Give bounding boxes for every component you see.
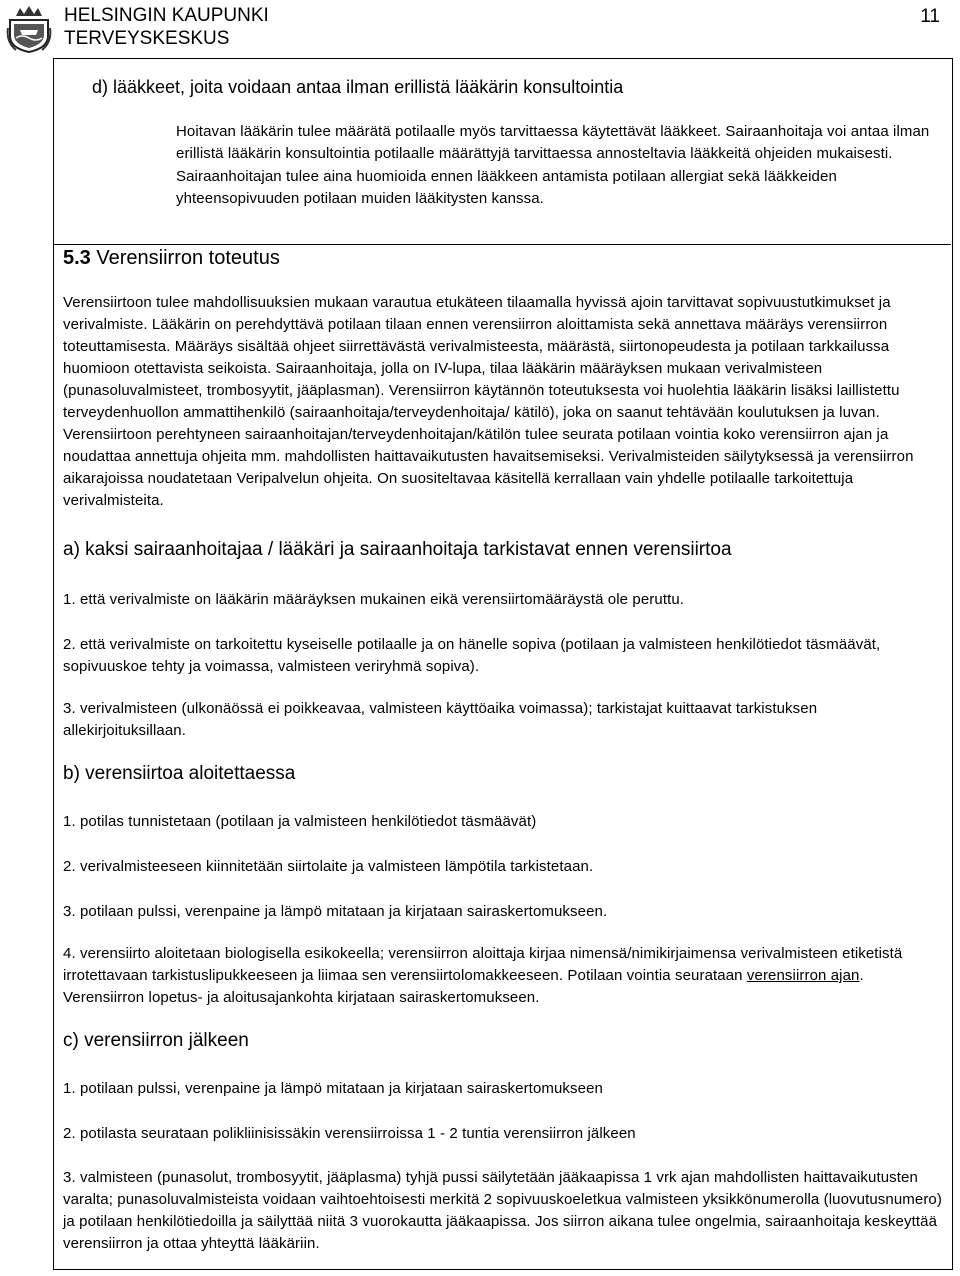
organization-name <box>64 4 269 50</box>
part-a-item-3: 3. verivalmisteen (ulkonäössä ei poikkeavaa, valmisteen käyttöaika voimassa); tarkistajat kuittaavat tarkistuksen allekirjoituksillaan. <box>63 700 818 739</box>
part-c-item-2: 2. potilasta seurataan polikliinisissäkin verensiirroissa 1 - 2 tuntia verensiirron jälkeen <box>63 1125 636 1142</box>
page-number: 11 <box>920 6 940 27</box>
part-c-item-1: 1. potilaan pulssi, verenpaine ja lämpö mitataan ja kirjataan sairaskertomukseen <box>63 1080 603 1097</box>
part-a-item-2: 2. että verivalmiste on tarkoitettu kyseiselle potilaalle ja on hänelle sopiva (potilaan ja valmisteen henkilötiedot täsmäävät, sopivuuskoe tehty ja voimassa, valmisteen veriryhmä sopiva). <box>63 636 881 675</box>
section-title <box>63 247 280 270</box>
part-b-item-4 <box>63 943 943 1009</box>
medication-paragraph-1: Hoitavan lääkärin tulee määrätä potilaalle myös tarvittaessa käytettävät lääkkeet. Sairaanhoitaja voi antaa ilman erillistä lääkärin konsultointia potilaalle määrättyjä tarvittaessa annosteltavia lääkkeitä ohjeiden mukaisesti. <box>176 123 930 162</box>
part-b-item-2: 2. verivalmisteeseen kiinnitetään siirtolaite ja valmisteen lämpötila tarkistetaan. <box>63 858 594 875</box>
city-crest-icon <box>6 2 52 54</box>
org-line-2: TERVEYSKESKUS <box>64 28 230 49</box>
page-header <box>0 0 960 56</box>
part-b-item-4-text: 4. verensiirto aloitetaan biologisella esikokeella; verensiirron aloittaja kirjaa nimensä/nimikirjaimensa verivalmisteen etiketistä irrotettavaan tarkistuslipukkeeseen ja liimaa sen verensiirtolomakkeeseen. Potilaan vointia seurataan <box>63 945 903 984</box>
section-intro-paragraph: Verensiirtoon tulee mahdollisuuksien mukaan varautua etukäteen tilaamalla hyvissä ajoin tarvittavat sopivuustutkimukset ja verivalmiste. Lääkärin on perehdyttävä potilaan tilaan ennen verensiirron aloittamista sekä annettava määräys verensiirron toteuttamisesta. Määräys sisältää ohjeet siirrettävästä verivalmisteesta, määrästä, siirtonopeudesta ja potilaan tarkkailussa huomioon otettavista seikoista. Sairaanhoitaja, jolla on IV-lupa, tilaa lääkärin määräyksen mukaan verivalmisteen (punasoluvalmisteet, trombosyytit, jääplasman). Verensiirron käytännön toteutuksesta voi huolehtia lääkärin lisäksi laillistettu terveydenhuollon ammattihenkilö (sairaanhoitaja/terveydenhoitaja/ kätilö), joka on saanut tehtävään koulutuksen ja luvan. Verensiirtoon perehtyneen sairaanhoitajan/terveydenhoitajan/kätilön tulee seurata potilaan vointia koko verensiirron ajan ja noudattaa annettuja ohjeita mm. mahdollisten haittavaikutusten havaitsemiseksi. Verivalmisteiden säilytyksessä ja verensiirron aikarajoissa noudatetaan Veripalvelun ohjeita. On suositeltavaa käsitellä kerrallaan vain yhdelle potilaalle tarkoitettuja verivalmisteita. <box>63 294 914 509</box>
part-a-heading: a) kaksi sairaanhoitajaa / lääkäri ja sairaanhoitaja tarkistavat ennen verensiirtoa <box>63 539 732 560</box>
content-frame <box>53 58 953 1270</box>
part-c-item-3: 3. valmisteen (punasolut, trombosyytit, jääplasma) tyhjä pussi säilytetään jääkaapissa 1 vrk ajan mahdollisten haittavaikutusten varalta; punasoluvalmisteista voidaan vaihtoehtoisesti merkitä 2 sopivuuskoeletkua valmisteen yksikkönumerolla (luovutusnumero) ja potilaan henkilötiedoilla ja säilyttää niitä 3 vuorokautta jääkaapissa. Jos siirron aikana tulee ongelmia, sairaanhoitaja keskeyttää verensiirron ja ottaa yhteyttä lääkäriin. <box>63 1169 942 1252</box>
part-c-heading: c) verensiirron jälkeen <box>63 1030 249 1051</box>
part-b-item-4-end: . Verensiirron lopetus- ja aloitusajankohta kirjataan sairaskertomukseen. <box>63 967 864 1006</box>
part-b-heading: b) verensiirtoa aloitettaessa <box>63 763 296 784</box>
subsection-d-heading: d) lääkkeet, joita voidaan antaa ilman erillistä lääkärin konsultointia <box>92 77 624 97</box>
org-line-1: HELSINGIN KAUPUNKI <box>64 5 269 26</box>
part-a-item-1: 1. että verivalmiste on lääkärin määräyksen mukainen eikä verensiirtomääräystä ole peruttu. <box>63 591 685 608</box>
section-number: 5.3 <box>63 247 91 269</box>
medication-subsection-box <box>54 59 951 245</box>
part-b-item-4-underlined: verensiirron ajan <box>746 967 860 984</box>
part-b-item-3: 3. potilaan pulssi, verenpaine ja lämpö mitataan ja kirjataan sairaskertomukseen. <box>63 903 608 920</box>
section-title-text: Verensiirron toteutus <box>96 247 280 269</box>
medication-paragraph-2: Sairaanhoitajan tulee aina huomioida ennen lääkkeen antamista potilaan allergiat sekä lääkkeiden yhteensopivuuden potilaan muiden lääkitysten kanssa. <box>176 168 837 207</box>
part-b-item-1: 1. potilas tunnistetaan (potilaan ja valmisteen henkilötiedot täsmäävät) <box>63 813 537 830</box>
